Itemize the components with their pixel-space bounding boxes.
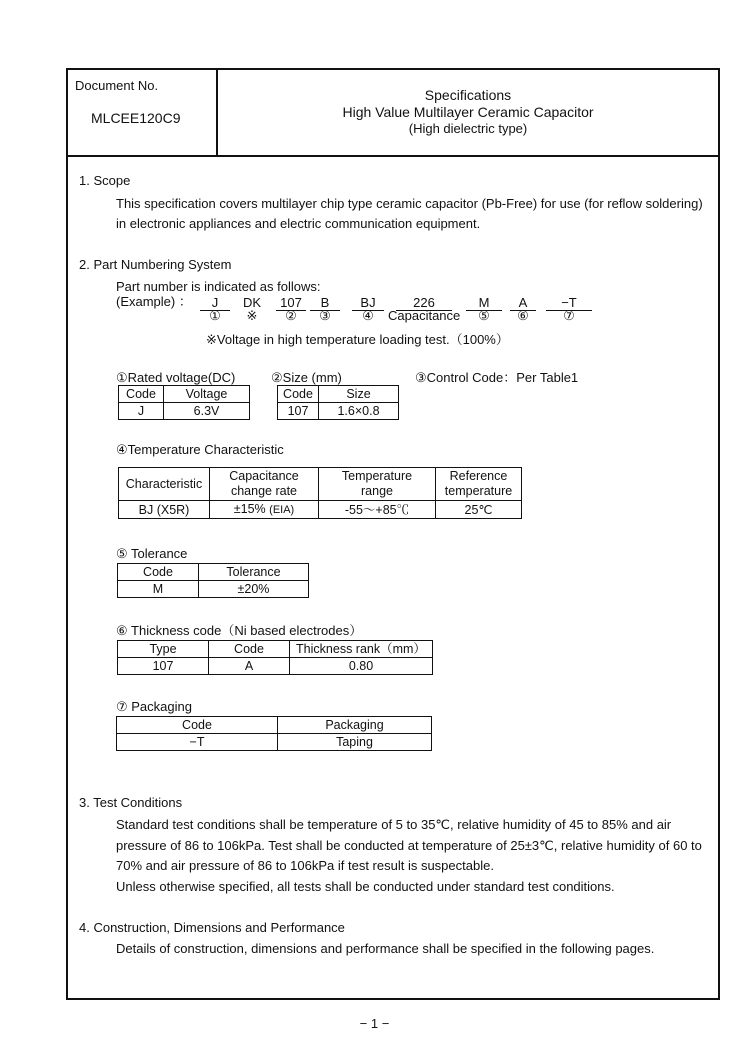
pn-mark-9: ⑦	[563, 308, 575, 323]
thick-table	[117, 640, 433, 675]
thick-header-code: Code	[209, 641, 290, 658]
size-header-code: Code	[278, 386, 319, 403]
tol-header-code: Code	[118, 564, 199, 581]
test-line2: pressure of 86 to 106kPa. Test shall be conducted at temperature of 25±3℃, relative humidity of 60 to	[116, 838, 702, 853]
pns-heading: 2. Part Numbering System	[79, 257, 232, 272]
rated-cell-voltage: 6.3V	[164, 403, 250, 420]
title-product: High Value Multilayer Ceramic Capacitor	[342, 104, 594, 120]
pn-part-7: M	[466, 295, 502, 311]
pn-mark-6: Capacitance	[388, 308, 461, 323]
temp-cell-range: -55～+85℃	[319, 501, 436, 519]
pn-part-6: 226	[396, 295, 452, 311]
temp-header-characteristic: Characteristic	[119, 468, 210, 501]
temp-header-capacitance: Capacitance change rate	[210, 468, 319, 501]
tol-cell-code: M	[118, 581, 199, 598]
test-line4: Unless otherwise specified, all tests shall be conducted under standard test conditions.	[116, 879, 615, 894]
pn-part-3: 107	[276, 295, 306, 311]
thick-cell-code: A	[209, 658, 290, 675]
control-code-title: ③Control Code：Per Table1	[415, 370, 579, 385]
tol-title: ⑤ Tolerance	[116, 546, 188, 561]
rated-title: ①Rated voltage(DC)	[116, 370, 236, 385]
page-number: − 1 −	[359, 1016, 390, 1031]
size-table	[277, 385, 399, 420]
tol-table	[117, 563, 309, 598]
test-line3: 70% and air pressure of 86 to 106kPa if test result is suspectable.	[116, 858, 494, 873]
title-specifications: Specifications	[424, 87, 512, 103]
tol-header-tolerance: Tolerance	[199, 564, 309, 581]
size-title: ②Size (mm)	[271, 370, 342, 385]
thick-title: ⑥ Thickness code（Ni based electrodes）	[116, 623, 363, 638]
pns-note: ※Voltage in high temperature loading test.（100%）	[206, 332, 509, 347]
pack-header-packaging: Packaging	[278, 717, 432, 734]
test-heading: 3. Test Conditions	[79, 795, 183, 810]
header-divider	[66, 155, 720, 157]
pn-mark-3: ②	[285, 308, 297, 323]
pn-mark-4: ③	[319, 308, 331, 323]
pn-part-1: J	[200, 295, 230, 311]
pns-example-label: (Example) ：	[116, 294, 192, 309]
rated-cell-code: J	[119, 403, 164, 420]
pn-mark-7: ⑤	[478, 308, 490, 323]
construction-heading: 4. Construction, Dimensions and Performance	[79, 920, 345, 935]
size-cell-code: 107	[278, 403, 319, 420]
pn-mark-8: ⑥	[517, 308, 529, 323]
pn-mark-5: ④	[362, 308, 374, 323]
size-header-size: Size	[319, 386, 399, 403]
pn-mark-2: ※	[246, 308, 258, 323]
pack-header-code: Code	[117, 717, 278, 734]
part-number-example	[200, 295, 600, 327]
pn-part-5: BJ	[352, 295, 384, 311]
tol-cell-tolerance: ±20%	[199, 581, 309, 598]
thick-header-rank: Thickness rank（mm）	[290, 641, 433, 658]
test-line1: Standard test conditions shall be temperature of 5 to 35℃, relative humidity of 45 to 85% and air	[116, 817, 672, 832]
temp-table	[118, 467, 522, 519]
thick-cell-type: 107	[118, 658, 209, 675]
pack-title: ⑦ Packaging	[116, 699, 192, 714]
pn-part-2: DK	[242, 295, 262, 310]
size-cell-size: 1.6×0.8	[319, 403, 399, 420]
rated-header-code: Code	[119, 386, 164, 403]
doc-no: MLCEE120C9	[91, 110, 181, 126]
pn-mark-1: ①	[209, 308, 221, 323]
temp-cell-characteristic: BJ (X5R)	[119, 501, 210, 519]
title-type: (High dielectric type)	[408, 121, 528, 136]
doc-no-label: Document No.	[75, 78, 159, 93]
thick-header-type: Type	[118, 641, 209, 658]
pn-part-4: B	[310, 295, 340, 311]
temp-cell-capacitance: ±15% (EIA)	[210, 501, 319, 519]
pn-part-9: −T	[546, 295, 592, 311]
thick-cell-rank: 0.80	[290, 658, 433, 675]
construction-line1: Details of construction, dimensions and performance shall be specified in the following pages.	[116, 941, 655, 956]
rated-table	[118, 385, 250, 420]
pack-table	[116, 716, 432, 751]
temp-header-reference: Reference temperature	[436, 468, 522, 501]
temp-header-range: Temperature range	[319, 468, 436, 501]
pn-part-8: A	[510, 295, 536, 311]
rated-header-voltage: Voltage	[164, 386, 250, 403]
temp-title: ④Temperature Characteristic	[116, 442, 284, 457]
pack-cell-code: −T	[117, 734, 278, 751]
scope-line2: in electronic appliances and electric communication equipment.	[116, 216, 481, 231]
scope-line1: This specification covers multilayer chip type ceramic capacitor (Pb-Free) for use (for reflow soldering)	[116, 196, 703, 211]
temp-cell-reference: 25℃	[436, 501, 522, 519]
pack-cell-packaging: Taping	[278, 734, 432, 751]
scope-heading: 1. Scope	[79, 173, 131, 188]
pns-intro: Part number is indicated as follows:	[116, 279, 321, 294]
